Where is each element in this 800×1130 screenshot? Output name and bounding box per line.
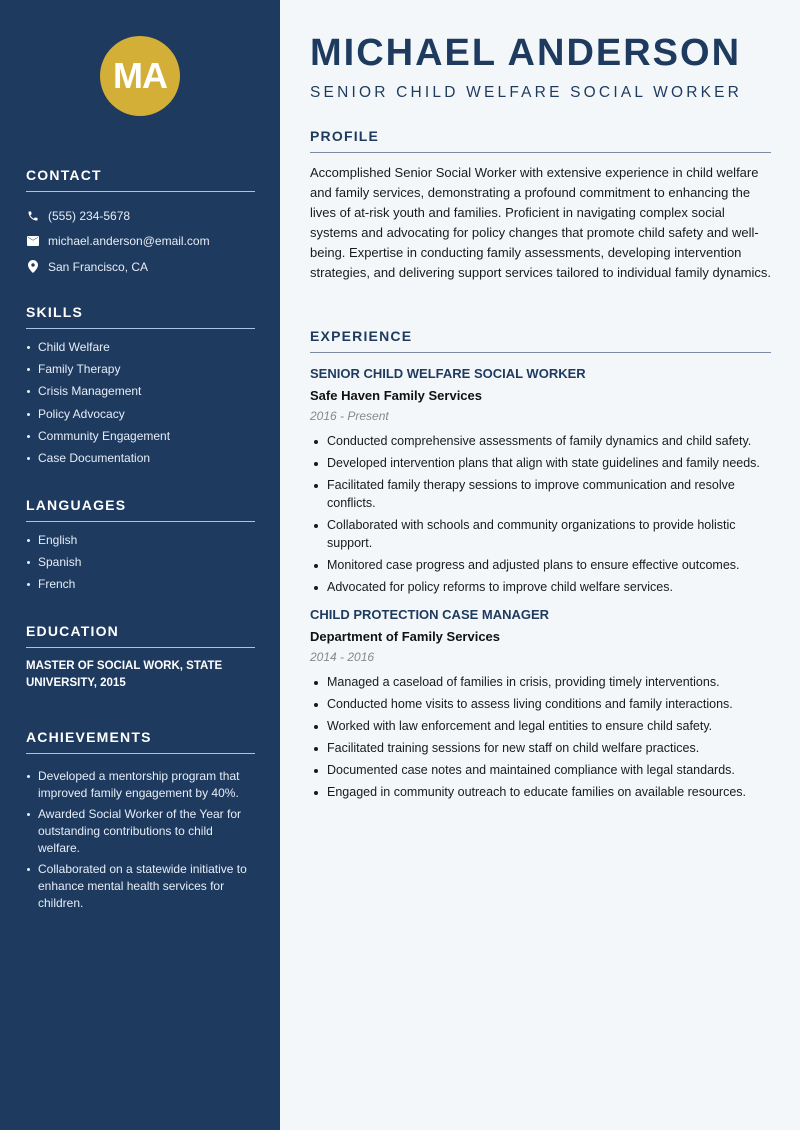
languages-list — [26, 532, 255, 593]
job-bullet: Managed a caseload of families in crisis, providing timely interventions. — [310, 673, 771, 691]
languages-section — [26, 497, 255, 599]
contact-location-text: San Francisco, CA — [48, 259, 149, 274]
contact-phone — [26, 203, 255, 229]
avatar-initials: MA — [113, 55, 167, 96]
language-item: Spanish — [26, 554, 255, 571]
candidate-title: SENIOR CHILD WELFARE SOCIAL WORKER — [310, 84, 743, 101]
job-bullet: Conducted home visits to assess living conditions and family interactions. — [310, 695, 771, 713]
job-company: Safe Haven Family Services — [310, 388, 482, 403]
profile-section — [310, 128, 771, 283]
skill-item: Case Documentation — [26, 450, 255, 467]
job-bullet: Monitored case progress and adjusted plans to ensure effective outcomes. — [310, 556, 771, 574]
job-bullet: Engaged in community outreach to educate families on available resources. — [310, 783, 771, 801]
contact-phone-text: (555) 234-5678 — [48, 208, 131, 223]
job-role: SENIOR CHILD WELFARE SOCIAL WORKER — [310, 366, 586, 381]
location-pin-icon — [26, 260, 39, 273]
candidate-name: MICHAEL ANDERSON — [310, 32, 742, 74]
education-degree: MASTER OF SOCIAL WORK, STATE UNIVERSITY, 2015 — [26, 660, 223, 689]
language-item: English — [26, 532, 255, 549]
achievements-heading: ACHIEVEMENTS — [26, 729, 255, 754]
skill-item: Community Engagement — [26, 428, 255, 445]
skill-item: Family Therapy — [26, 361, 255, 378]
achievements-section — [26, 729, 255, 916]
contact-email-text: michael.anderson@email.com — [48, 234, 210, 249]
achievements-list — [26, 768, 255, 912]
achievement-item: Awarded Social Worker of the Year for outstanding contributions to child welfare. — [26, 806, 255, 857]
skill-item: Crisis Management — [26, 383, 255, 400]
job-entry — [310, 365, 771, 596]
job-bullet: Facilitated family therapy sessions to improve communication and resolve conflicts. — [310, 476, 771, 512]
experience-heading: EXPERIENCE — [310, 328, 771, 353]
experience-section — [310, 328, 771, 805]
email-icon — [26, 235, 39, 248]
contact-location — [26, 254, 255, 280]
avatar — [100, 36, 180, 116]
contact-list — [26, 203, 255, 280]
job-bullet: Developed intervention plans that align with state guidelines and family needs. — [310, 454, 771, 472]
job-bullet: Advocated for policy reforms to improve child welfare services. — [310, 578, 771, 596]
languages-heading: LANGUAGES — [26, 497, 255, 522]
profile-summary: Accomplished Senior Social Worker with extensive experience in child welfare and family services, demonstrating a profound commitment to enhancing the lives of at-risk youth and families. Proficient in navigating complex social systems and advocating for policy changes that promote child safety and well-being. Expertise in conducting family assessments, developing intervention strategies, and delivering support services tailored to individual family dynamics. — [310, 165, 771, 280]
job-bullet: Conducted comprehensive assessments of family dynamics and child safety. — [310, 432, 771, 450]
job-entry — [310, 606, 771, 801]
contact-section — [26, 167, 255, 280]
education-section — [26, 623, 255, 692]
education-heading: EDUCATION — [26, 623, 255, 648]
achievement-item: Collaborated on a statewide initiative to enhance mental health services for children. — [26, 861, 255, 912]
job-bullet: Collaborated with schools and community organizations to provide holistic support. — [310, 516, 771, 552]
job-dates: 2016 - Present — [310, 409, 389, 423]
language-item: French — [26, 576, 255, 593]
job-bullets — [310, 432, 771, 596]
skills-heading: SKILLS — [26, 304, 255, 329]
skills-list — [26, 339, 255, 467]
job-dates: 2014 - 2016 — [310, 650, 375, 664]
job-bullet: Documented case notes and maintained compliance with legal standards. — [310, 761, 771, 779]
skill-item: Child Welfare — [26, 339, 255, 356]
skills-section — [26, 304, 255, 472]
job-company: Department of Family Services — [310, 629, 501, 644]
job-bullet: Worked with law enforcement and legal entities to ensure child safety. — [310, 717, 771, 735]
profile-heading: PROFILE — [310, 128, 771, 153]
contact-email — [26, 229, 255, 255]
contact-heading: CONTACT — [26, 167, 255, 192]
skill-item: Policy Advocacy — [26, 406, 255, 423]
job-role: CHILD PROTECTION CASE MANAGER — [310, 607, 550, 622]
sidebar — [0, 0, 280, 1130]
job-bullets — [310, 673, 771, 801]
job-bullet: Facilitated training sessions for new staff on child welfare practices. — [310, 739, 771, 757]
achievement-item: Developed a mentorship program that improved family engagement by 40%. — [26, 768, 255, 802]
phone-icon — [26, 209, 39, 222]
